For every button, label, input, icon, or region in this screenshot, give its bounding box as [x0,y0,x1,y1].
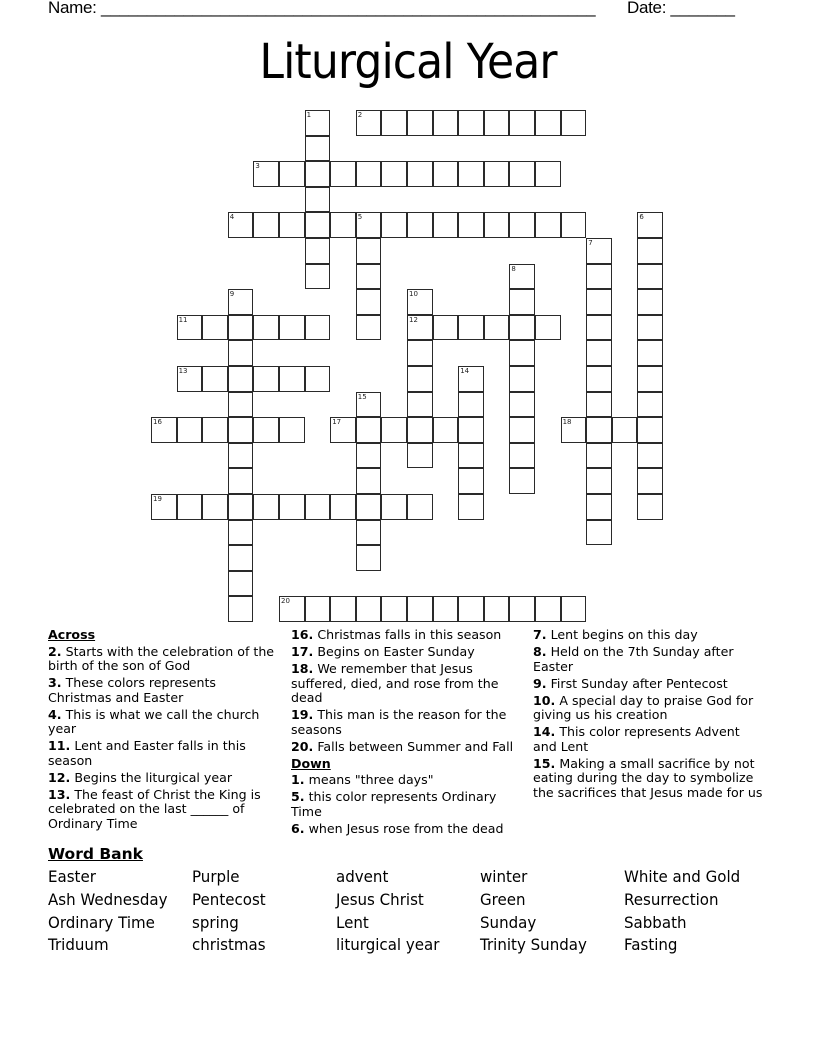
grid-cell[interactable] [407,289,433,315]
grid-cell[interactable] [330,596,356,622]
grid-cell[interactable] [458,494,484,520]
clue-number: 11 [178,315,188,324]
word-bank-item: Ash Wednesday [48,889,168,909]
grid-cell[interactable] [407,110,433,136]
grid-cell[interactable] [586,468,612,494]
grid-cell[interactable] [535,161,561,187]
down-heading: Down [291,755,331,771]
clue-number: 5 [357,213,363,222]
grid-cell[interactable] [586,392,612,418]
grid-cell[interactable] [177,366,203,392]
grid-cell[interactable] [433,417,459,443]
grid-cell[interactable] [509,392,535,418]
grid-cell[interactable] [458,596,484,622]
clue-number: 19 [153,495,162,503]
word-bank-item: Pentecost [192,889,266,909]
grid-cell[interactable] [279,494,305,520]
grid-cell[interactable] [433,596,459,622]
grid-cell[interactable] [637,417,663,443]
page-title: Liturgical Year [259,34,557,90]
clue-across-17: 17. Begins on Easter Sunday [291,643,475,659]
grid-cell[interactable] [586,340,612,366]
clue-across-11: 11. Lent and Easter falls in this season [48,738,246,768]
grid-cell[interactable] [484,596,510,622]
grid-cell[interactable] [356,417,382,443]
grid-cell[interactable] [612,417,638,443]
grid-cell[interactable] [381,596,407,622]
word-bank-item: Fasting [624,935,678,955]
grid-cell[interactable] [458,212,484,238]
grid-cell[interactable] [561,596,587,622]
grid-cell[interactable] [586,238,612,264]
crossword-grid [151,110,691,630]
word-bank-item: Green [480,889,526,909]
clue-across-12: 12. Begins the liturgical year [48,769,233,785]
grid-cell[interactable] [177,494,203,520]
word-bank-item: Jesus Christ [336,889,424,909]
grid-cell[interactable] [381,212,407,238]
clue-down-5: 5. this color represents Ordinary Time [291,789,497,819]
grid-cell[interactable] [330,417,356,443]
clue-down-6: 6. when Jesus rose from the dead [291,820,504,836]
grid-cell[interactable] [458,443,484,469]
clue-number: 1 [306,111,312,119]
word-bank-item: Triduum [48,935,109,955]
clue-number: 17 [332,418,342,427]
grid-cell[interactable] [458,110,484,136]
word-bank-item: liturgical year [336,935,440,955]
grid-cell[interactable] [356,392,382,418]
grid-cell[interactable] [509,289,535,315]
grid-cell[interactable] [458,392,484,418]
grid-cell[interactable] [561,110,587,136]
clue-number: 7 [588,239,593,247]
clues-column-3 [533,628,765,803]
word-bank-title: Word Bank [48,845,143,863]
clue-down-14: 14. This color represents Advent and Lent [533,724,740,754]
grid-cell[interactable] [305,264,331,290]
grid-cell[interactable] [228,468,254,494]
grid-cell[interactable] [279,212,305,238]
grid-cell[interactable] [561,212,587,238]
grid-cell[interactable] [356,443,382,469]
word-bank-item: christmas [192,935,266,955]
clue-number: 3 [255,162,260,171]
clue-down-10: 10. A special day to praise God for giving us his creation [533,692,754,723]
grid-cell[interactable] [458,366,484,392]
grid-cell[interactable] [586,289,612,315]
grid-cell[interactable] [253,494,279,520]
grid-cell[interactable] [407,366,433,392]
grid-cell[interactable] [484,315,510,341]
clues-column-2 [291,628,523,839]
grid-cell[interactable] [151,417,177,443]
grid-cell[interactable] [637,340,663,366]
grid-cell[interactable] [228,571,254,597]
clue-number: 9 [229,290,235,299]
grid-cell[interactable] [509,110,535,136]
grid-cell[interactable] [381,417,407,443]
grid-cell[interactable] [535,315,561,341]
clue-across-2: 2. Starts with the celebration of the birth of the son of God [48,643,275,674]
grid-cell[interactable] [305,212,331,238]
clue-number: 6 [639,213,644,222]
word-bank [48,866,768,957]
grid-cell[interactable] [535,212,561,238]
grid-cell[interactable] [586,494,612,520]
grid-cell[interactable] [407,392,433,418]
word-bank-item: winter [480,867,528,886]
grid-cell[interactable] [202,315,228,341]
grid-cell[interactable] [356,161,382,187]
grid-cell[interactable] [228,520,254,546]
grid-cell[interactable] [228,212,254,238]
grid-cell[interactable] [535,110,561,136]
clue-across-19: 19. This man is the reason for the seasons [291,707,507,737]
grid-cell[interactable] [177,417,203,443]
clue-number: 14 [460,367,470,375]
grid-cell[interactable] [356,212,382,238]
clue-across-13: 13. The feast of Christ the King is celebrated on the last ______ of Ordinary Time [48,786,261,832]
grid-cell[interactable] [509,366,535,392]
grid-cell[interactable] [330,161,356,187]
grid-cell[interactable] [509,468,535,494]
clue-down-7: 7. Lent begins on this day [533,627,698,642]
grid-cell[interactable] [253,161,279,187]
clue-number: 2 [357,111,363,119]
grid-cell[interactable] [586,366,612,392]
word-bank-item: Sabbath [624,912,687,932]
grid-cell[interactable] [305,161,331,187]
grid-cell[interactable] [279,417,305,443]
grid-cell[interactable] [458,468,484,494]
grid-cell[interactable] [637,468,663,494]
grid-cell[interactable] [228,392,254,418]
word-bank-item: Lent [336,912,369,932]
grid-cell[interactable] [637,443,663,469]
grid-cell[interactable] [279,315,305,341]
grid-cell[interactable] [586,315,612,341]
grid-cell[interactable] [279,161,305,187]
grid-cell[interactable] [253,417,279,443]
grid-cell[interactable] [202,417,228,443]
word-bank-item: Resurrection [624,889,719,909]
grid-cell[interactable] [407,443,433,469]
grid-cell[interactable] [458,315,484,341]
grid-cell[interactable] [356,494,382,520]
grid-cell[interactable] [407,417,433,443]
grid-cell[interactable] [279,596,305,622]
grid-cell[interactable] [228,443,254,469]
clue-across-3: 3. These colors represents Christmas and Easter [48,675,216,705]
grid-cell[interactable] [253,212,279,238]
grid-cell[interactable] [509,315,535,341]
word-bank-item: Purple [192,867,240,886]
grid-cell[interactable] [356,468,382,494]
grid-cell[interactable] [433,161,459,187]
clue-down-1: 1. means "three days" [291,772,434,788]
grid-cell[interactable] [484,110,510,136]
clue-number: 18 [562,418,572,427]
grid-cell[interactable] [356,596,382,622]
grid-cell[interactable] [407,494,433,520]
grid-cell[interactable] [305,315,331,341]
grid-cell[interactable] [509,340,535,366]
clue-down-15: 15. Making a small sacrifice by not eating during the day to symbolize the sacrifices that Jesus made for us [533,755,763,800]
grid-cell[interactable] [228,545,254,571]
grid-cell[interactable] [253,315,279,341]
grid-cell[interactable] [253,366,279,392]
grid-cell[interactable] [151,494,177,520]
grid-cell[interactable] [637,315,663,341]
clue-number: 10 [409,290,418,299]
grid-cell[interactable] [509,417,535,443]
grid-cell[interactable] [637,289,663,315]
grid-cell[interactable] [356,315,382,341]
grid-cell[interactable] [330,212,356,238]
grid-cell[interactable] [356,545,382,571]
grid-cell[interactable] [305,494,331,520]
word-bank-item: Easter [48,867,96,886]
grid-cell[interactable] [407,315,433,341]
grid-cell[interactable] [228,289,254,315]
grid-cell[interactable] [637,212,663,238]
grid-cell[interactable] [202,494,228,520]
clue-number: 12 [409,315,418,324]
across-heading: Across [48,627,96,642]
grid-cell[interactable] [177,315,203,341]
grid-cell[interactable] [228,417,254,443]
grid-cell[interactable] [637,494,663,520]
grid-cell[interactable] [509,443,535,469]
grid-cell[interactable] [381,494,407,520]
grid-cell[interactable] [637,264,663,290]
clues-column-1 [48,628,278,834]
grid-cell[interactable] [305,110,331,136]
word-bank-item: Ordinary Time [48,912,155,932]
grid-cell[interactable] [305,136,331,162]
grid-cell[interactable] [381,110,407,136]
grid-cell[interactable] [228,315,254,341]
grid-cell[interactable] [356,110,382,136]
grid-cell[interactable] [561,417,587,443]
clue-across-18: 18. We remember that Jesus suffered, died, and rose from the dead [291,660,499,706]
clue-number: 8 [511,264,516,273]
grid-cell[interactable] [202,366,228,392]
grid-cell[interactable] [509,212,535,238]
grid-cell[interactable] [356,520,382,546]
grid-cell[interactable] [381,161,407,187]
clue-number: 13 [178,367,188,375]
grid-cell[interactable] [458,417,484,443]
grid-cell[interactable] [586,443,612,469]
clue-number: 16 [153,418,162,427]
clue-across-16: 16. Christmas falls in this season [291,627,502,642]
grid-cell[interactable] [305,596,331,622]
grid-cell[interactable] [279,366,305,392]
word-bank-item: spring [192,912,239,932]
grid-cell[interactable] [407,161,433,187]
word-bank-item: Sunday [480,912,537,932]
clue-number: 20 [281,597,290,606]
grid-cell[interactable] [586,520,612,546]
grid-cell[interactable] [407,212,433,238]
clue-across-20: 20. Falls between Summer and Fall [291,738,514,754]
grid-cell[interactable] [535,596,561,622]
grid-cell[interactable] [484,212,510,238]
grid-cell[interactable] [228,596,254,622]
word-bank-item: Trinity Sunday [480,935,587,955]
word-bank-item: advent [336,867,389,886]
date-field[interactable]: Date: _______ [627,0,735,17]
grid-cell[interactable] [586,417,612,443]
grid-cell[interactable] [433,315,459,341]
grid-cell[interactable] [356,238,382,264]
clue-number: 4 [229,213,235,222]
grid-cell[interactable] [356,289,382,315]
grid-cell[interactable] [407,596,433,622]
grid-cell[interactable] [305,187,331,213]
grid-cell[interactable] [356,264,382,290]
grid-cell[interactable] [433,110,459,136]
grid-cell[interactable] [407,340,433,366]
grid-cell[interactable] [228,340,254,366]
grid-cell[interactable] [586,264,612,290]
clue-down-8: 8. Held on the 7th Sunday after Easter [533,643,734,674]
grid-cell[interactable] [637,238,663,264]
clue-across-4: 4. This is what we call the church year [48,706,260,737]
grid-cell[interactable] [305,238,331,264]
grid-cell[interactable] [305,366,331,392]
grid-cell[interactable] [228,494,254,520]
grid-cell[interactable] [484,161,510,187]
grid-cell[interactable] [637,366,663,392]
grid-cell[interactable] [509,264,535,290]
grid-cell[interactable] [330,494,356,520]
clue-down-9: 9. First Sunday after Pentecost [533,675,728,691]
clue-number: 15 [357,392,367,401]
grid-cell[interactable] [458,161,484,187]
name-field[interactable]: Name: ______________________________________________________ [48,0,596,17]
grid-cell[interactable] [509,161,535,187]
grid-cell[interactable] [509,596,535,622]
grid-cell[interactable] [228,366,254,392]
grid-cell[interactable] [637,392,663,418]
grid-cell[interactable] [433,212,459,238]
word-bank-item: White and Gold [624,867,741,886]
